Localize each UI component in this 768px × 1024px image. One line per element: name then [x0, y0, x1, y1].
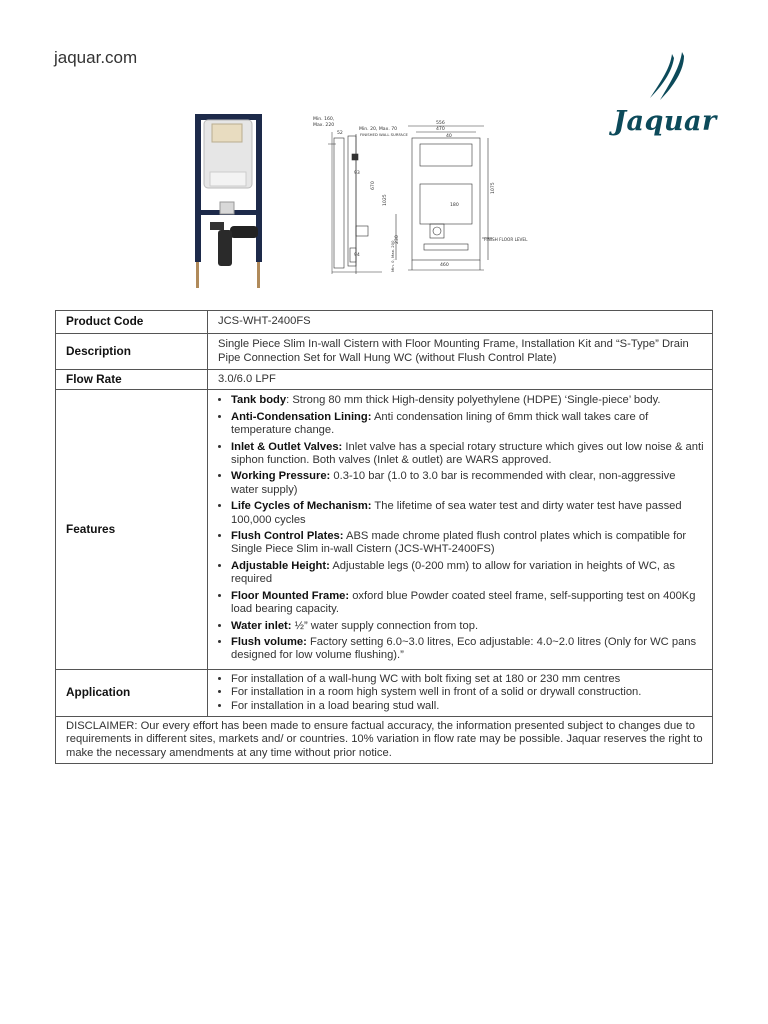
features-list: [218, 394, 704, 662]
dim-label: 94: [354, 253, 360, 258]
row-flow-rate: [56, 370, 713, 390]
application-value: [208, 669, 713, 716]
feature-item: • Water inlet: ½” water supply connection from top.: [231, 620, 704, 633]
row-product-code: [56, 311, 713, 334]
dim-label: 460: [440, 263, 449, 268]
dim-label: 670: [371, 181, 376, 190]
application-item: • For installation of a wall-hung WC with bolt fixing set at 180 or 230 mm centres: [231, 673, 704, 686]
product-code-value: JCS-WHT-2400FS: [208, 311, 713, 334]
technical-drawing: [312, 114, 542, 282]
features-label: Features: [56, 390, 208, 669]
product-code-label: Product Code: [56, 311, 208, 334]
application-label: Application: [56, 669, 208, 716]
dim-label: 180: [450, 203, 459, 208]
flow-rate-value: 3.0/6.0 LPF: [208, 370, 713, 390]
application-item: • For installation in a room high system well in front of a solid or drywall construction.: [231, 686, 704, 699]
jaquar-logo: [610, 50, 720, 145]
dim-label: Min. 20, Max. 70: [359, 127, 398, 132]
dim-label: FINISHED WALL SURFACE: [360, 132, 408, 137]
disclaimer-text: DISCLAIMER: Our every effort has been made to ensure factual accuracy, the information presented subject to changes due to requirements in different sites, markets and/ or countries. 10% variation in flow rate may be possible. Jaquar reserves the right to make the necessary amendments at any time without prior notice.: [56, 716, 713, 763]
feature-item: • Working Pressure: 0.3-10 bar (1.0 to 3.0 bar is recommended with clear, non-aggressive water supply): [231, 470, 704, 497]
application-list: [218, 673, 704, 713]
dim-label: 230: [395, 235, 400, 244]
dim-label: 40: [446, 134, 452, 139]
dim-label: Min. 160,: [313, 117, 335, 122]
dim-label: 1025: [383, 194, 388, 206]
description-value: Single Piece Slim In-wall Cistern with Floor Mounting Frame, Installation Kit and “S-Type” Drain Pipe Connection Set for Wall Hung WC (without Flush Control Plate): [208, 334, 713, 370]
spec-table: [55, 310, 713, 764]
row-description: [56, 334, 713, 370]
feature-item: • Adjustable Height: Adjustable legs (0-200 mm) to allow for variation in heights of WC, as required: [231, 560, 704, 587]
dim-label: Max. 220: [313, 123, 335, 128]
row-application: [56, 669, 713, 716]
logo-mark-icon: [610, 50, 720, 110]
dim-label: Min. 0, Max. 200: [390, 240, 395, 272]
dim-label: 1075: [491, 182, 496, 194]
row-features: [56, 390, 713, 669]
site-url[interactable]: jaquar.com: [54, 48, 138, 67]
features-value: [208, 390, 713, 669]
product-photo: [192, 112, 267, 290]
dim-label: 470: [436, 127, 445, 132]
flow-rate-label: Flow Rate: [56, 370, 208, 390]
dim-label: 93: [354, 171, 360, 176]
logo-wordmark: Jaquar: [613, 106, 717, 137]
feature-item: • Flush Control Plates: ABS made chrome plated flush control plates which is compatible for Single Piece Slim in-wall Cistern (JCS-WHT-2400FS): [231, 530, 704, 557]
feature-item: • Anti-Condensation Lining: Anti condensation lining of 6mm thick wall takes care of temperature change.: [231, 411, 704, 438]
dim-label: 52: [337, 131, 343, 136]
dim-label: 556: [436, 121, 445, 126]
row-disclaimer: [56, 716, 713, 763]
dim-label: FINISH FLOOR LEVEL: [484, 237, 528, 242]
feature-item: • Floor Mounted Frame: oxford blue Powder coated steel frame, self-supporting test on 400Kg load bearing capacity.: [231, 590, 704, 617]
feature-item: • Inlet & Outlet Valves: Inlet valve has a special rotary structure which gives out low noise & anti siphon function. Both valves (Inlet & outlet) are WARS approved.: [231, 441, 704, 468]
feature-item: • Tank body: Strong 80 mm thick High-density polyethylene (HDPE) ‘Single-piece’ body.: [231, 394, 704, 407]
application-item: • For installation in a load bearing stud wall.: [231, 700, 704, 713]
description-label: Description: [56, 334, 208, 370]
feature-item: • Life Cycles of Mechanism: The lifetime of sea water test and dirty water test have passed 100,000 cycles: [231, 500, 704, 527]
feature-item: • Flush volume: Factory setting 6.0~3.0 litres, Eco adjustable: 4.0~2.0 litres (Only for WC pans designed for low volume flushing).”: [231, 636, 704, 663]
